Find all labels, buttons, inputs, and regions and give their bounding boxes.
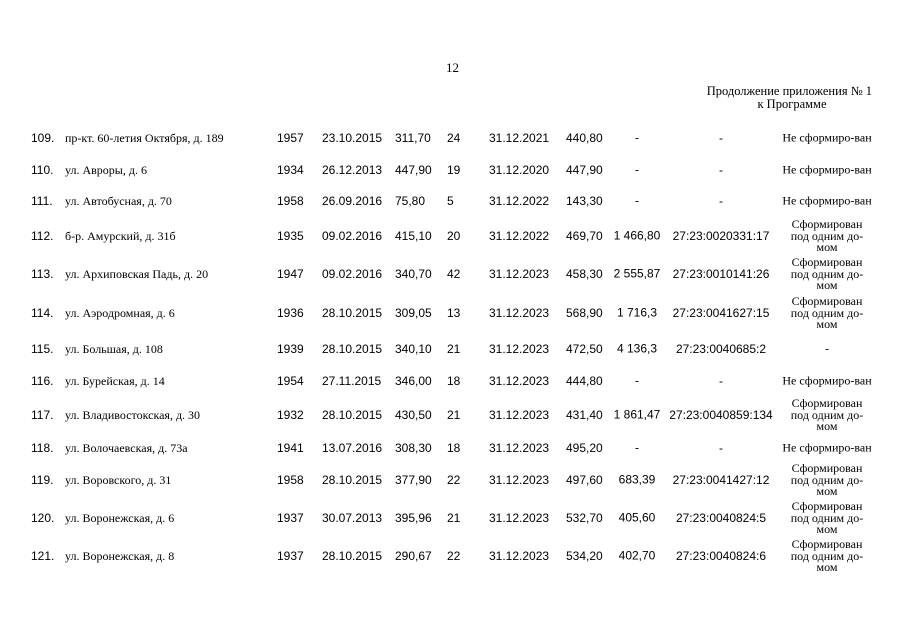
row-land-area: -	[635, 440, 639, 455]
row-number: 109.	[31, 131, 55, 145]
row-land-status: Не сформиро-ван	[782, 373, 872, 388]
table-row	[0, 537, 905, 575]
row-address: ул. Бурейская, д. 14	[65, 374, 165, 388]
row-land-area: 2 555,87	[613, 266, 661, 281]
row-planned-date: 31.12.2023	[489, 549, 550, 563]
row-cadastral-number: -	[719, 194, 723, 208]
row-address: ул. Воронежская, д. 8	[65, 549, 175, 563]
row-land-area: 1 466,80	[613, 228, 661, 243]
table-row	[0, 255, 905, 293]
row-cadastral-number: -	[719, 374, 723, 388]
row-land-status: Сформирован под одним до-мом	[790, 460, 864, 498]
row-build-year: 1936	[277, 306, 304, 320]
row-address: ул. Аэродромная, д. 6	[65, 306, 175, 320]
row-cadastral-number: 27:23:0040685:2	[675, 342, 767, 356]
row-address: ул. Волочаевская, д. 73а	[65, 441, 188, 455]
row-recognition-date: 27.11.2015	[322, 374, 382, 388]
row-number: 112.	[31, 229, 54, 243]
row-area-total: 534,20	[566, 549, 603, 563]
row-number: 120.	[31, 511, 55, 525]
row-residents-count: 13	[447, 306, 461, 320]
row-land-area: 402,70	[618, 548, 656, 563]
continuation-line-1: Продолжение приложения № 1	[706, 84, 872, 98]
row-address: б-р. Амурский, д. 31б	[65, 229, 176, 243]
row-area: 340,70	[395, 267, 432, 281]
row-address: ул. Воровского, д. 31	[65, 473, 172, 487]
row-planned-date: 31.12.2023	[489, 473, 550, 487]
row-cadastral-number: 27:23:0041427:12	[672, 473, 770, 487]
row-area: 308,30	[395, 441, 432, 455]
row-planned-date: 31.12.2023	[489, 374, 550, 388]
row-land-status: Не сформиро-ван	[782, 193, 872, 208]
row-land-status: Не сформиро-ван	[782, 440, 872, 455]
row-recognition-date: 26.12.2013	[322, 163, 383, 177]
row-build-year: 1941	[277, 441, 304, 455]
row-residents-count: 21	[447, 511, 461, 525]
row-cadastral-number: -	[719, 441, 723, 455]
row-residents-count: 18	[447, 374, 461, 388]
row-recognition-date: 13.07.2016	[322, 441, 383, 455]
row-area-total: 495,20	[566, 441, 603, 455]
row-recognition-date: 28.10.2015	[322, 342, 383, 356]
row-planned-date: 31.12.2021	[489, 131, 550, 145]
row-number: 121.	[31, 549, 55, 563]
row-address: ул. Воронежская, д. 6	[65, 511, 175, 525]
row-build-year: 1954	[277, 374, 304, 388]
row-land-area: 1 861,47	[613, 407, 661, 422]
row-build-year: 1958	[277, 194, 304, 208]
row-land-area: -	[635, 130, 639, 145]
row-number: 110.	[31, 163, 54, 177]
row-area-total: 568,90	[566, 306, 603, 320]
row-planned-date: 31.12.2023	[489, 342, 550, 356]
row-residents-count: 24	[447, 131, 461, 145]
row-area: 311,70	[395, 131, 431, 145]
row-recognition-date: 30.07.2013	[322, 511, 383, 525]
row-land-area: -	[635, 162, 639, 177]
row-planned-date: 31.12.2023	[489, 267, 550, 281]
row-area: 430,50	[395, 408, 432, 422]
row-recognition-date: 28.10.2015	[322, 408, 383, 422]
row-area: 346,00	[395, 374, 432, 388]
row-residents-count: 21	[447, 342, 461, 356]
row-number: 111.	[31, 194, 53, 208]
row-number: 114.	[31, 306, 54, 320]
row-recognition-date: 28.10.2015	[322, 473, 383, 487]
row-cadastral-number: 27:23:0040824:6	[675, 549, 767, 563]
row-cadastral-number: 27:23:0040824:5	[675, 511, 767, 525]
row-area: 377,90	[395, 473, 432, 487]
row-area-total: 472,50	[566, 342, 603, 356]
row-area: 290,67	[395, 549, 432, 563]
row-residents-count: 22	[447, 473, 461, 487]
row-area: 340,10	[395, 342, 432, 356]
row-area-total: 440,80	[566, 131, 603, 145]
row-land-area: -	[635, 193, 639, 208]
row-recognition-date: 09.02.2016	[322, 267, 383, 281]
row-area: 447,90	[395, 163, 432, 177]
row-area-total: 447,90	[566, 163, 603, 177]
row-residents-count: 5	[447, 194, 454, 208]
table-row	[0, 362, 905, 400]
row-residents-count: 18	[447, 441, 461, 455]
row-build-year: 1934	[277, 163, 304, 177]
row-cadastral-number: 27:23:0041627:15	[672, 306, 770, 320]
row-land-status: Сформирован под одним до-мом	[790, 498, 864, 536]
row-planned-date: 31.12.2022	[489, 194, 550, 208]
row-number: 113.	[31, 267, 54, 281]
table-row	[0, 499, 905, 537]
row-recognition-date: 26.09.2016	[322, 194, 383, 208]
row-residents-count: 20	[447, 229, 461, 243]
row-area-total: 458,30	[566, 267, 603, 281]
row-area-total: 497,60	[566, 473, 603, 487]
appendix-continuation-note	[672, 85, 872, 111]
row-land-area: 1 716,3	[616, 305, 658, 320]
row-residents-count: 19	[447, 163, 461, 177]
row-build-year: 1937	[277, 511, 304, 525]
row-recognition-date: 28.10.2015	[322, 306, 383, 320]
row-land-status: Сформирован под одним до-мом	[790, 293, 864, 331]
row-cadastral-number: 27:23:0010141:26	[672, 267, 770, 281]
row-address: ул. Автобусная, д. 70	[65, 194, 172, 208]
continuation-line-2: к Программе	[757, 97, 827, 111]
row-area-total: 469,70	[566, 229, 603, 243]
row-area-total: 444,80	[566, 374, 603, 388]
row-cadastral-number: 27:23:0040859:134	[669, 408, 773, 422]
row-land-status: Сформирован под одним до-мом	[790, 536, 864, 574]
row-land-status: Сформирован под одним до-мом	[790, 216, 864, 254]
row-address: ул. Большая, д. 108	[65, 342, 163, 356]
row-build-year: 1939	[277, 342, 304, 356]
row-planned-date: 31.12.2022	[489, 229, 550, 243]
table-row	[0, 182, 905, 220]
row-residents-count: 21	[447, 408, 461, 422]
row-land-area: 405,60	[618, 510, 656, 525]
row-build-year: 1958	[277, 473, 304, 487]
row-area: 309,05	[395, 306, 432, 320]
row-planned-date: 31.12.2023	[489, 441, 550, 455]
row-area-total: 431,40	[566, 408, 603, 422]
row-recognition-date: 09.02.2016	[322, 229, 383, 243]
row-build-year: 1932	[277, 408, 304, 422]
table-row	[0, 294, 905, 332]
row-address: ул. Владивостокская, д. 30	[65, 408, 201, 422]
row-land-status: Сформирован под одним до-мом	[790, 254, 864, 292]
row-planned-date: 31.12.2023	[489, 511, 550, 525]
row-land-area: 4 136,3	[616, 341, 658, 356]
row-build-year: 1935	[277, 229, 304, 243]
row-land-status: Не сформиро-ван	[782, 130, 872, 145]
row-address: ул. Архиповская Падь, д. 20	[65, 267, 209, 281]
row-area-total: 532,70	[566, 511, 603, 525]
row-cadastral-number: -	[719, 163, 723, 177]
row-cadastral-number: -	[719, 131, 723, 145]
row-number: 116.	[31, 374, 54, 388]
table-row	[0, 461, 905, 499]
row-address: пр-кт. 60-летия Октября, д. 189	[65, 131, 224, 145]
row-planned-date: 31.12.2023	[489, 408, 550, 422]
row-land-area: -	[635, 373, 639, 388]
row-address: ул. Авроры, д. 6	[65, 163, 147, 177]
row-build-year: 1957	[277, 131, 304, 145]
row-number: 118.	[31, 441, 54, 455]
row-land-status: Сформирован под одним до-мом	[790, 395, 864, 433]
row-area: 75,80	[395, 194, 426, 208]
row-build-year: 1947	[277, 267, 304, 281]
row-land-status: -	[825, 341, 829, 356]
row-residents-count: 42	[447, 267, 461, 281]
row-planned-date: 31.12.2023	[489, 306, 550, 320]
row-area-total: 143,30	[566, 194, 603, 208]
page-number: 12	[446, 60, 459, 75]
row-build-year: 1937	[277, 549, 304, 563]
row-recognition-date: 23.10.2015	[322, 131, 383, 145]
row-cadastral-number: 27:23:0020331:17	[672, 229, 770, 243]
row-area: 415,10	[395, 229, 432, 243]
row-land-status: Не сформиро-ван	[782, 162, 872, 177]
table-row	[0, 217, 905, 255]
row-planned-date: 31.12.2020	[489, 163, 550, 177]
row-recognition-date: 28.10.2015	[322, 549, 383, 563]
row-land-area: 683,39	[618, 472, 656, 487]
row-area: 395,96	[395, 511, 432, 525]
row-number: 117.	[31, 408, 54, 422]
row-residents-count: 22	[447, 549, 461, 563]
row-number: 115.	[31, 342, 54, 356]
row-number: 119.	[31, 473, 54, 487]
